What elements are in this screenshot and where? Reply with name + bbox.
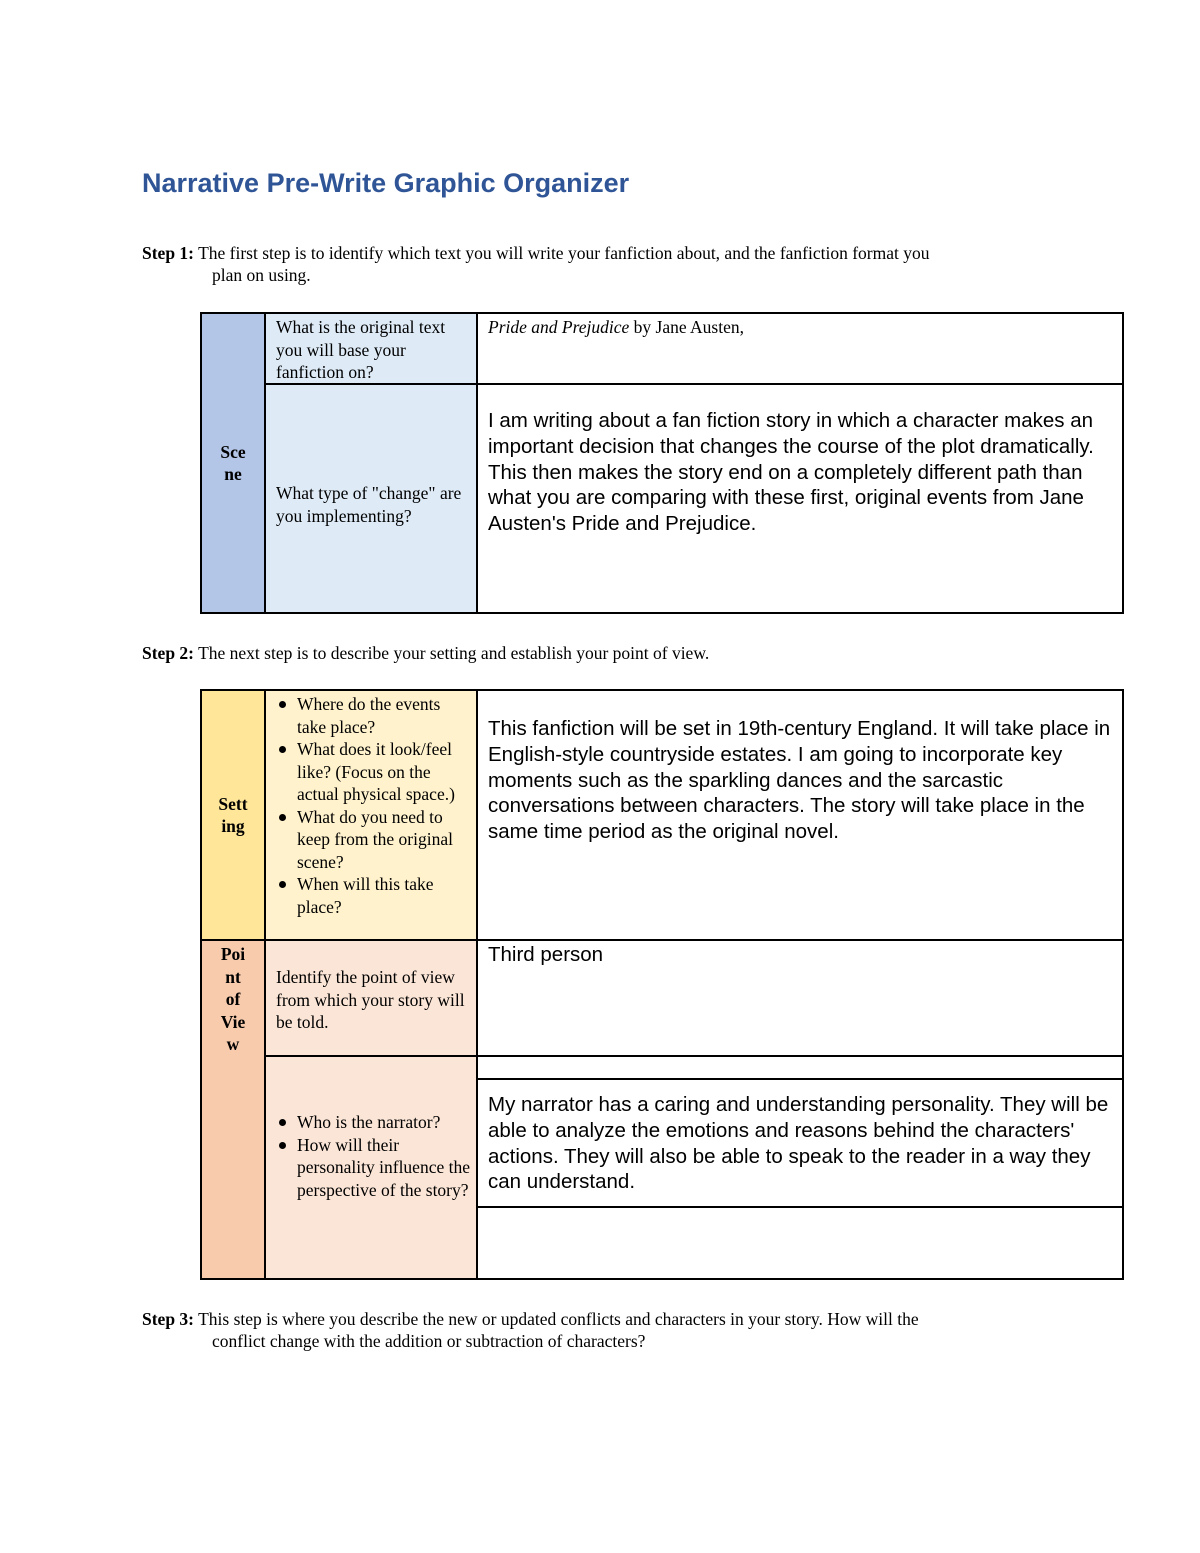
answer-book-title: Pride and Prejudice xyxy=(488,317,630,337)
step-2-text: The next step is to describe your setting and establish your point of view. xyxy=(198,643,710,663)
narrator-question: Who is the narrator? xyxy=(297,1111,470,1134)
step-2-instructions xyxy=(142,642,1072,664)
narrator-questions xyxy=(266,1057,476,1278)
step-3-instructions xyxy=(142,1308,1072,1352)
step-3-text-cont: conflict change with the addition or subtraction of characters? xyxy=(212,1331,646,1351)
step-3-text: This step is where you describe the new or updated conflicts and characters in your story. How will the xyxy=(198,1309,919,1329)
step-2-label: Step 2: xyxy=(142,643,195,663)
pov-question: Identify the point of view from which your story will be told. xyxy=(266,941,476,1055)
setting-answer: This fanfiction will be set in 19th-century England. It will take place in English-style countryside estates. I am going to incorporate key moments such as the sparkling dances and the sarcastic conversations between characters. The story will take place in the same time period as the original novel. xyxy=(488,717,1111,844)
setting-question: What does it look/feel like? (Focus on the actual physical space.) xyxy=(297,738,470,806)
setting-question: Where do the events take place? xyxy=(297,693,470,738)
original-text-answer xyxy=(478,314,1122,383)
scene-section-label: Scene xyxy=(202,314,264,612)
setting-question-list xyxy=(272,693,470,918)
setting-section-label: Setting xyxy=(202,691,264,939)
setting-question: When will this take place? xyxy=(297,873,470,918)
narrator-question: How will their personality influence the perspective of the story? xyxy=(297,1134,470,1200)
change-type-question: What type of "change" are you implementing? xyxy=(266,385,476,612)
step-1-label: Step 1: xyxy=(142,243,195,263)
step-1-instructions xyxy=(142,242,1072,286)
change-type-answer: I am writing about a fan fiction story in which a character makes an important decision that changes the course of the plot dramatically. This then makes the story end on a completely different path than what you are comparing with these first, original events from Jane Austen's Pride and Prejudice. xyxy=(488,409,1094,536)
original-text-question: What is the original text you will base your fanfiction on? xyxy=(266,314,476,383)
answer-author: by Jane Austen, xyxy=(629,317,744,337)
step-1-text: The first step is to identify which text you will write your fanfiction about, and the fanfiction format you xyxy=(198,243,930,263)
step-3-label: Step 3: xyxy=(142,1309,195,1329)
page-title: Narrative Pre-Write Graphic Organizer xyxy=(142,168,630,198)
setting-question: What do you need to keep from the original scene? xyxy=(297,806,470,874)
narrator-question-list xyxy=(272,1111,470,1201)
pov-answer: Third person xyxy=(488,943,604,966)
pov-section-label: Point of View xyxy=(202,941,264,1278)
setting-questions xyxy=(266,691,476,939)
step-1-text-cont: plan on using. xyxy=(212,265,311,285)
narrator-answer: My narrator has a caring and understanding personality. They will be able to analyze the emotions and reasons behind the characters' actions. They will also be able to speak to the reader in a way they can understand. xyxy=(488,1093,1109,1194)
